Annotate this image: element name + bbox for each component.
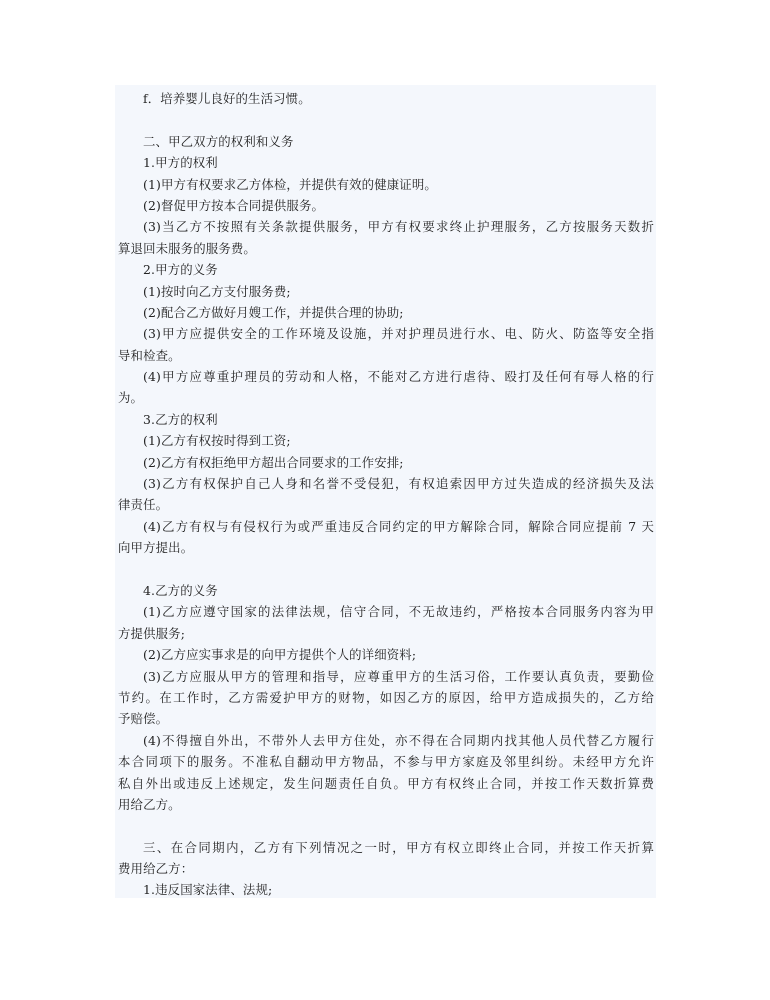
paragraph-line: 1.违反国家法律、法规; <box>143 882 273 898</box>
paragraph-line: (2)督促甲方按本合同提供服务。 <box>143 197 325 213</box>
paragraph-line: 导和检查。 <box>118 347 181 363</box>
blank-line <box>115 109 656 130</box>
paragraph-line: 算退回未服务的服务费。 <box>118 240 256 256</box>
paragraph-line: 4.乙方的义务 <box>143 582 218 598</box>
paragraph-line: (1)按时向乙方支付服务费; <box>143 283 291 299</box>
paragraph-line: (2)乙方有权拒绝甲方超出合同要求的工作安排; <box>143 454 404 470</box>
paragraph-line: 本合同项下的服务。不准私自翻动甲方物品，不参与甲方家庭及邻里纠纷。未经甲方允许 <box>118 754 654 770</box>
paragraph-line: 三、在合同期内，乙方有下列情况之一时，甲方有权立即终止合同，并按工作天折算 <box>143 839 654 855</box>
paragraph-line: (2)乙方应实事求是的向甲方提供个人的详细资料; <box>143 647 417 663</box>
paragraph-line: 为。 <box>118 390 144 406</box>
paragraph-line: 律责任。 <box>118 497 169 513</box>
paragraph-line: (3)甲方应提供安全的工作环境及设施，并对护理员进行水、电、防火、防盗等安全指 <box>143 326 654 342</box>
paragraph-line: 1.甲方的权利 <box>143 155 218 171</box>
paragraph-line: 2.甲方的义务 <box>143 262 218 278</box>
paragraph-line: 予赔偿。 <box>118 711 169 727</box>
paragraph-line: 二、甲乙双方的权利和义务 <box>143 133 294 149</box>
paragraph-line: 3.乙方的权利 <box>143 411 218 427</box>
paragraph-line: (2)配合乙方做好月嫂工作，并提供合理的协助; <box>143 304 404 320</box>
document-text-block <box>115 85 656 898</box>
paragraph-line: (4)甲方应尊重护理员的劳动和人格，不能对乙方进行虐待、殴打及任何有辱人格的行 <box>143 369 654 385</box>
blank-line <box>115 815 656 836</box>
paragraph-line: 节约。在工作时，乙方需爱护甲方的财物，如因乙方的原因，给甲方造成损失的，乙方给 <box>118 689 654 705</box>
paragraph-line: 方提供服务; <box>118 625 186 641</box>
paragraph-line: (1)乙方有权按时得到工资; <box>143 433 291 449</box>
paragraph-line: (3)乙方应服从甲方的管理和指导，应尊重甲方的生活习俗，工作要认真负责，要勤俭 <box>143 668 654 684</box>
paragraph-line: 费用给乙方： <box>118 861 194 877</box>
paragraph-line: (1)甲方有权要求乙方体检，并提供有效的健康证明。 <box>143 176 437 192</box>
paragraph-line: (3)当乙方不按照有关条款提供服务，甲方有权要求终止护理服务，乙方按服务天数折 <box>143 219 654 235</box>
paragraph-line: f．培养婴儿良好的生活习惯。 <box>143 91 311 106</box>
blank-line <box>115 559 656 580</box>
paragraph-line: (4)乙方有权与有侵权行为或严重违反合同约定的甲方解除合同，解除合同应提前 7 天 <box>143 518 654 534</box>
paragraph-line: (3)乙方有权保护自己人身和名誉不受侵犯，有权追索因甲方过失造成的经济损失及法 <box>143 476 654 492</box>
paragraph-line: 私自外出或违反上述规定，发生问题责任自负。甲方有权终止合同，并按工作天数折算费 <box>118 775 654 791</box>
paragraph-line: 向甲方提出。 <box>118 540 194 556</box>
paragraph-line: (4)不得擅自外出，不带外人去甲方住处，亦不得在合同期内找其他人员代替乙方履行 <box>143 732 654 748</box>
paragraph-line: 用给乙方。 <box>118 796 181 812</box>
paragraph-line: (1)乙方应遵守国家的法律法规，信守合同，不无故违约，严格按本合同服务内容为甲 <box>143 604 654 620</box>
